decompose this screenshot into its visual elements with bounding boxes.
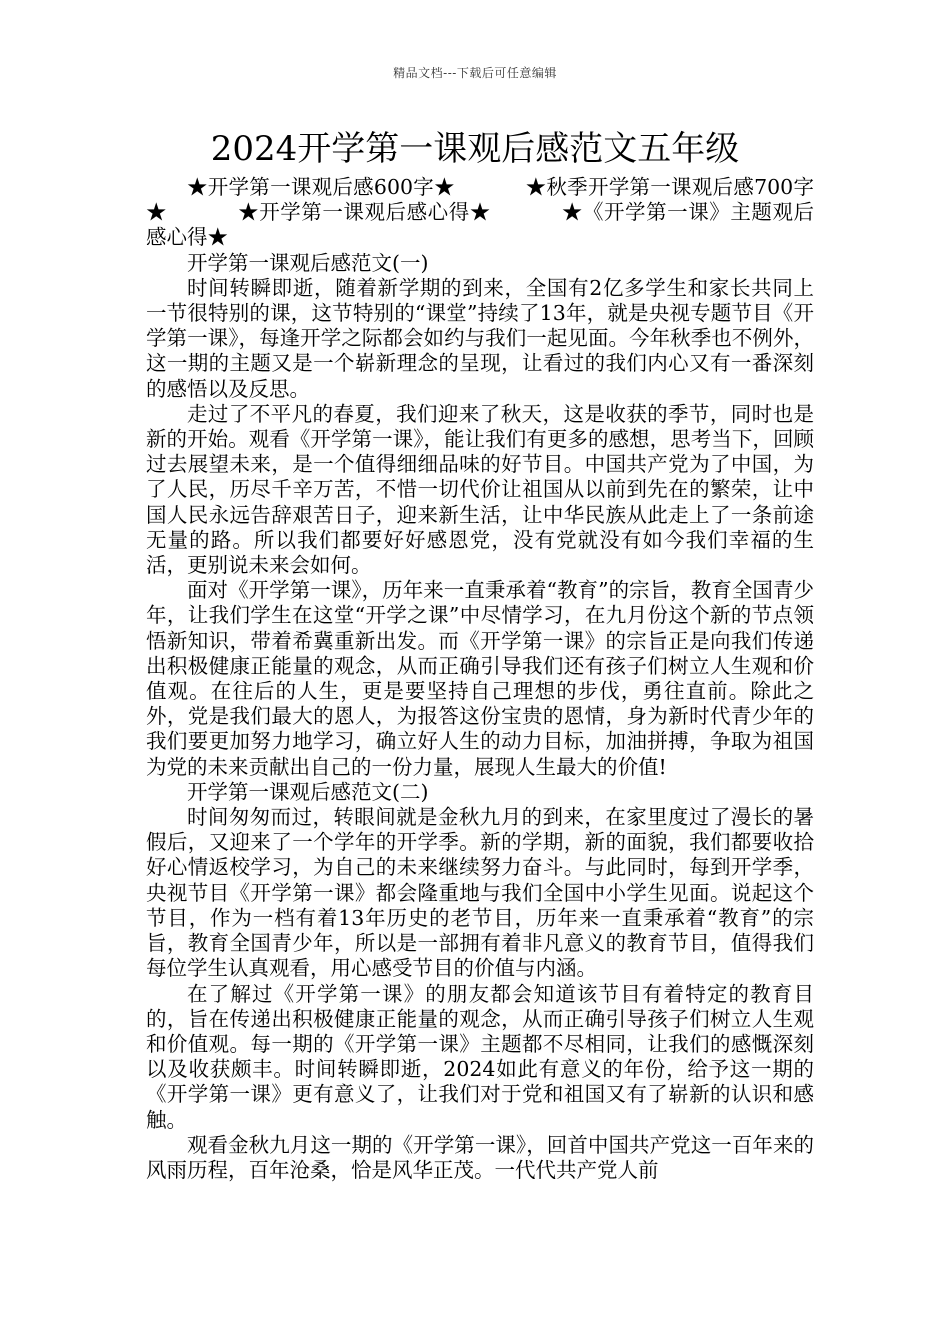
related-link[interactable]: ★开学第一课观后感心得★ (238, 200, 491, 225)
document-body (146, 175, 814, 1183)
related-link[interactable]: ★秋季开学第一课观后感700字★ (146, 175, 814, 225)
related-link[interactable]: ★《开学第一课》主题观后感心得★ (146, 200, 814, 250)
document-title: 2024开学第一课观后感范文五年级 (210, 129, 740, 169)
section-heading: 开学第一课观后感范文(二) (187, 779, 429, 804)
paragraph: 时间匆匆而过，转眼间就是金秋九月的到来，在家里度过了漫长的暑假后，又迎来了一个学年的开学季。新的学期，新的面貌，我们都要收拾好心情返校学习，为自己的未来继续努力奋斗。与此同时，每到开学季，央视节目《开学第一课》都会隆重地与我们全国中小学生见面。说起这个节目，作为一档有着13年历史的老节目，历年来一直秉承着“教育”的宗旨，教育全国青少年，所以是一部拥有着非凡意义的教育节目，值得我们每位学生认真观看，用心感受节目的价值与内涵。 (146, 805, 814, 981)
paragraph: 面对《开学第一课》，历年来一直秉承着“教育”的宗旨，教育全国青少年，让我们学生在这堂“开学之课”中尽情学习，在九月份这个新的节点领悟新知识，带着希冀重新出发。而《开学第一课》的宗旨正是向我们传递出积极健康正能量的观念，从而正确引导我们还有孩子们树立人生观和价值观。在往后的人生，更是要坚持自己理想的步伐，勇往直前。除此之外，党是我们最大的恩人，为报答这份宝贵的恩情，身为新时代青少年的我们要更加努力地学习，确立好人生的动力目标，加油拼搏，争取为祖国为党的未来贡献出自己的一份力量，展现人生最大的价值! (146, 578, 814, 779)
paragraph: 走过了不平凡的春夏，我们迎来了秋天，这是收获的季节，同时也是新的开始。观看《开学第一课》，能让我们有更多的感想，思考当下，回顾过去展望未来，是一个值得细细品味的好节目。中国共产党为了中国，为了人民，历尽千辛万苦，不惜一切代价让祖国从以前到先在的繁荣，让中国人民永远告辞艰苦日子，迎来新生活，让中华民族从此走上了一条前途无量的路。所以我们都要好好感恩党，没有党就没有如今我们幸福的生活，更别说未来会如何。 (146, 401, 814, 578)
header-note: 精品文档---下载后可任意编辑 (393, 66, 557, 80)
related-link[interactable]: ★开学第一课观后感600字★ (187, 175, 455, 199)
paragraph: 在了解过《开学第一课》的朋友都会知道该节目有着特定的教育目的，旨在传递出积极健康正能量的观念，从而正确引导孩子们树立人生观和价值观。每一期的《开学第一课》主题都不尽相同，让我们的感慨深刻以及收获颇丰。时间转瞬即逝，2024如此有意义的年份，给予这一期的《开学第一课》更有意义了，让我们对于党和祖国又有了崭新的认识和感触。 (146, 981, 814, 1132)
section-heading: 开学第一课观后感范文(一) (187, 250, 429, 275)
related-links (146, 175, 814, 251)
paragraph: 观看金秋九月这一期的《开学第一课》，回首中国共产党这一百年来的风雨历程，百年沧桑，恰是风华正茂。一代代共产党人前 (146, 1132, 814, 1182)
paragraph: 时间转瞬即逝，随着新学期的到来，全国有2亿多学生和家长共同上一节很特别的课，这节特别的“课堂”持续了13年，就是央视专题节目《开学第一课》，每逢开学之际都会如约与我们一起见面。今年秋季也不例外，这一期的主题又是一个崭新理念的呈现，让看过的我们内心又有一番深刻的感悟以及反思。 (146, 275, 814, 401)
